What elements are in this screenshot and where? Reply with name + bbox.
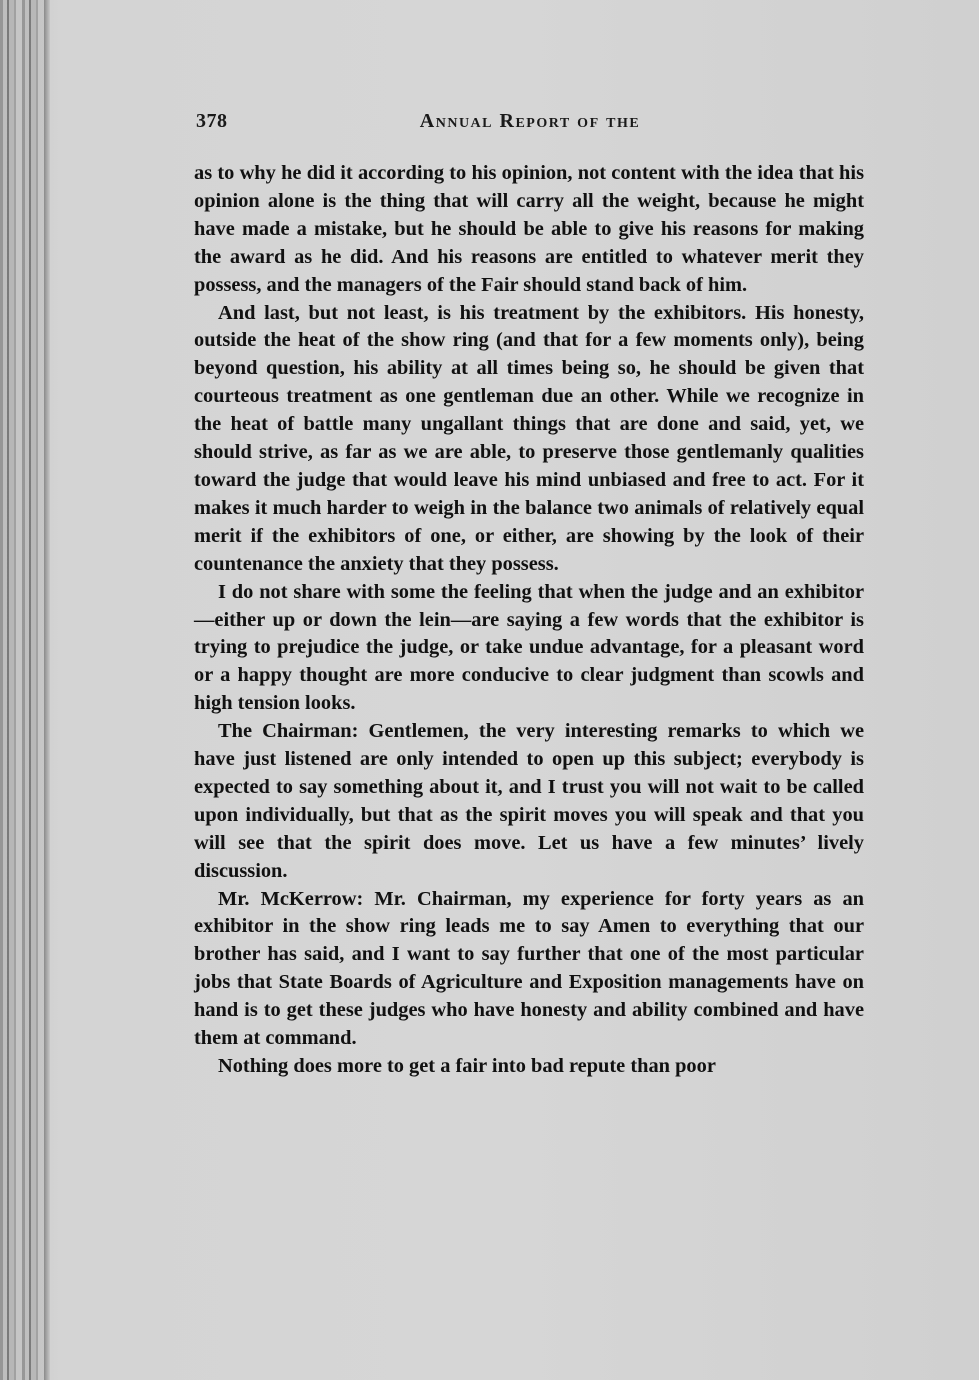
- book-binding-edge: [0, 0, 48, 1380]
- running-head: Annual Report of the: [419, 110, 641, 132]
- page-header: [196, 110, 864, 136]
- paragraph-4: [194, 718, 864, 885]
- page-gutter: [44, 0, 50, 1380]
- body-text: [194, 160, 864, 1081]
- speaker-mckerrow: Mr. McKerrow:: [218, 887, 364, 910]
- paragraph-6-text: Nothing does more to get a fair into bad repute than poor: [218, 1055, 716, 1077]
- speaker-chairman: The Chairman:: [218, 720, 359, 743]
- paragraph-1: [194, 160, 864, 300]
- paragraph-2-text: And last, but not least, is his treatment by the exhibitors. His honesty, outside the heat of the show ring (and that for a few moments only), being beyond question, his ability at all times being so, he should be given that courteous treatment as one gentleman due an other. While we recognize in the heat of battle many ungallant things that are done and said, yet, we should strive, as far as we are able, to preserve those gentlemanly qualities toward the judge that would leave his mind unbiased and free to act. For it makes it much harder to weigh in the balance two animals of relatively equal merit if the exhibitors of one, or either, are showing by the look of their countenance the anxiety that they possess.: [194, 301, 864, 575]
- page-number: 378: [196, 110, 228, 132]
- paragraph-2: [194, 300, 864, 579]
- paragraph-6: [194, 1053, 864, 1081]
- paragraph-3: [194, 579, 864, 719]
- paragraph-5-text: Mr. Chairman, my experience for forty years as an exhibitor in the show ring leads me to say Amen to everything that our brother has said, and I want to say further that one of the most particular jobs that State Boards of Agriculture and Exposition managements have on hand is to get these judges who have honesty and ability combined and have them at command.: [194, 887, 864, 1050]
- paragraph-3-text: I do not share with some the feeling that when the judge and an exhibitor—either up or down the lein—are saying a few words that the exhibitor is trying to prejudice the judge, or take undue advantage, for a pleasant word or a happy thought are more conducive to clear judgment than scowls and high tension looks.: [194, 580, 864, 715]
- paragraph-4-text: Gentlemen, the very interesting remarks to which we have just listened are only intended to open up this subject; everybody is expected to say something about it, and I trust you will not wait to be called upon individually, but that as the spirit moves you will speak and that you will see that the spirit does move. Let us have a few minutes’ lively discussion.: [194, 720, 864, 882]
- paragraph-1-text: as to why he did it according to his opinion, not content with the idea that his opinion alone is the thing that will carry all the weight, because he might have made a mistake, but he should be able to give his reasons for making the award as he did. And his reasons are entitled to whatever merit they possess, and the managers of the Fair should stand back of him.: [194, 162, 864, 296]
- paragraph-5: [194, 886, 864, 1053]
